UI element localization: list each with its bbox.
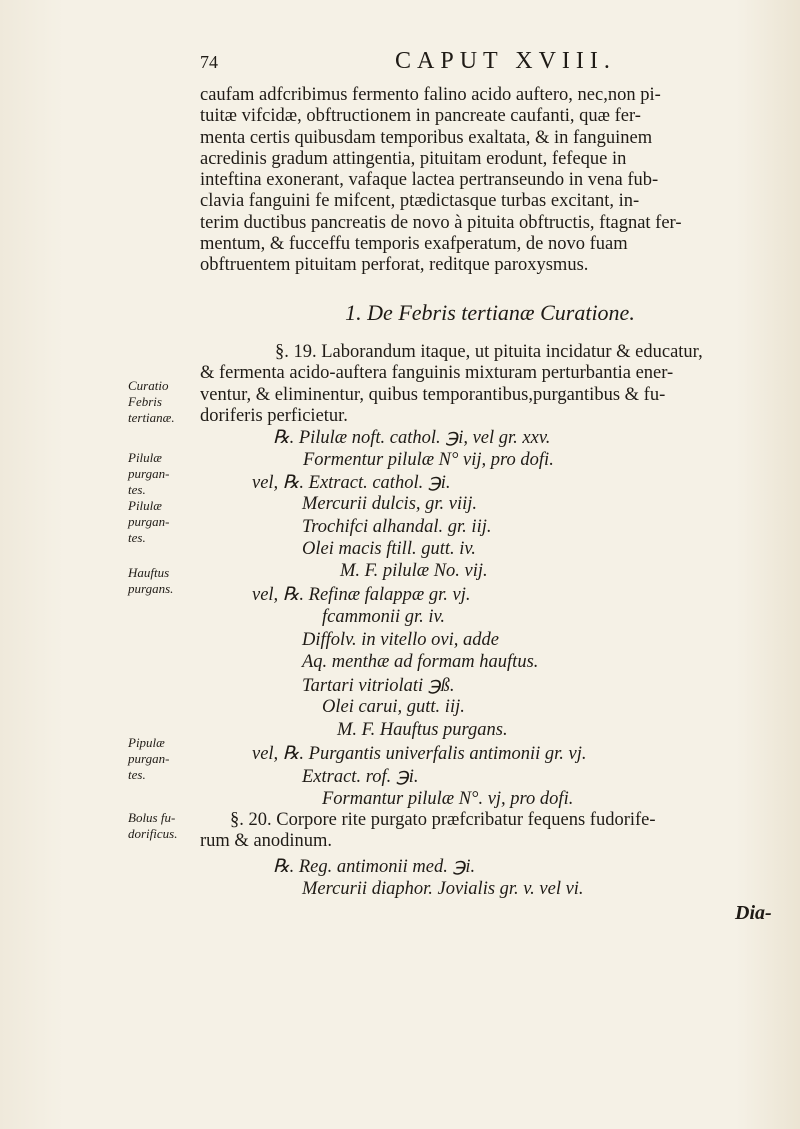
text-line: clavia fanguini fe mifcent, ptædictasque turbas excitant, in- bbox=[200, 191, 640, 212]
margin-note-pilulae-2 bbox=[128, 498, 198, 546]
recipe-line: Aq. menthæ ad formam hauftus. bbox=[302, 652, 539, 672]
recipe-line: ℞. Pilulæ noft. cathol. ℈i, vel gr. xxv. bbox=[273, 428, 551, 448]
recipe-line: M. F. Hauftus purgans. bbox=[337, 720, 508, 740]
recipe-line: Olei carui, gutt. iij. bbox=[322, 697, 465, 717]
text-line: & fermenta acido-auftera fanguinis mixturam perturbantia ener- bbox=[200, 363, 674, 384]
margin-note-line: Pilulæ bbox=[128, 498, 162, 513]
margin-note-curatio bbox=[128, 378, 198, 426]
margin-note-haustus bbox=[128, 565, 198, 597]
recipe-line: Trochifci alhandal. gr. iij. bbox=[302, 517, 492, 537]
margin-note-line: tes. bbox=[128, 482, 146, 497]
recipe-line: vel, ℞. Purgantis univerfalis antimonii gr. vj. bbox=[252, 744, 587, 764]
recipe-line: vel, ℞. Extract. cathol. ℈i. bbox=[252, 473, 451, 493]
page-number: 74 bbox=[200, 52, 218, 72]
margin-note-line: tes. bbox=[128, 530, 146, 545]
paragraph-19 bbox=[200, 342, 780, 427]
intro-paragraph bbox=[200, 85, 780, 277]
recipe-line: Formentur pilulæ N° vij, pro dofi. bbox=[303, 450, 554, 470]
margin-note-pilulae bbox=[128, 450, 198, 498]
recipe-line: M. F. pilulæ No. vij. bbox=[340, 561, 488, 581]
margin-note-line: tertianæ. bbox=[128, 410, 175, 425]
recipe-line: ℞. Reg. antimonii med. ℈i. bbox=[273, 857, 476, 877]
page-header bbox=[200, 48, 740, 82]
text-line: §. 20. Corpore rite purgato præfcribatur fequens fudorife- bbox=[230, 810, 656, 830]
text-line: ventur, & eliminentur, quibus temporantibus,purgantibus & fu- bbox=[200, 384, 666, 405]
text-line: doriferis perficietur. bbox=[200, 405, 348, 426]
recipe-line: Formantur pilulæ N°. vj, pro dofi. bbox=[322, 789, 574, 809]
section-title: 1. De Febris tertianæ Curatione. bbox=[345, 300, 635, 325]
margin-note-line: Hauftus bbox=[128, 565, 170, 580]
margin-note-line: purgan- bbox=[128, 751, 170, 766]
margin-note-line: Febris bbox=[128, 394, 162, 409]
text-line: caufam adfcribimus fermento falino acido auftero, nec,non pi- bbox=[200, 85, 661, 105]
text-line: §. 19. Laborandum itaque, ut pituita incidatur & educatur, bbox=[275, 342, 703, 362]
catchword: Dia- bbox=[735, 902, 772, 924]
text-line: mentum, & fucceffu temporis exafperatum, de novo fuam bbox=[200, 234, 628, 255]
recipe-line: vel, ℞. Refinæ falappæ gr. vj. bbox=[252, 585, 471, 605]
margin-note-bolus bbox=[128, 810, 198, 842]
recipe-line: Extract. rof. ℈i. bbox=[302, 767, 419, 787]
margin-note-line: purgans. bbox=[128, 581, 174, 596]
recipe-line: Olei macis ftill. gutt. iv. bbox=[302, 539, 476, 559]
margin-note-line: tes. bbox=[128, 767, 146, 782]
running-title: CAPUT XVIII. bbox=[395, 48, 616, 74]
margin-note-line: Pilulæ bbox=[128, 450, 162, 465]
margin-note-line: Bolus fu- bbox=[128, 810, 176, 825]
margin-note-line: purgan- bbox=[128, 466, 170, 481]
text-line: tuitæ vifcidæ, obftructionem in pancreate caufanti, quæ fer- bbox=[200, 106, 641, 127]
recipe-line: fcammonii gr. iv. bbox=[322, 607, 445, 627]
recipe-line: Tartari vitriolati ℈ß. bbox=[302, 676, 455, 696]
text-line: acredinis gradum attingentia, pituitam erodunt, fefeque in bbox=[200, 148, 627, 169]
recipe-line: Diffolv. in vitello ovi, adde bbox=[302, 630, 499, 650]
margin-note-line: Pipulæ bbox=[128, 735, 165, 750]
margin-note-line: purgan- bbox=[128, 514, 170, 529]
margin-note-line: Curatio bbox=[128, 378, 169, 393]
recipe-line: Mercurii dulcis, gr. viij. bbox=[302, 494, 478, 514]
text-line: terim ductibus pancreatis de novo à pituita obftructis, ftagnat fer- bbox=[200, 212, 682, 233]
text-line: rum & anodinum. bbox=[200, 831, 333, 852]
text-line: inteftina exonerant, vafaque lactea pertranseundo in vena fub- bbox=[200, 170, 659, 191]
recipe-line: Mercurii diaphor. Jovialis gr. v. vel vi. bbox=[302, 879, 584, 899]
text-line: obftruentem pituitam perforat, reditque paroxysmus. bbox=[200, 255, 589, 276]
paragraph-20 bbox=[200, 810, 800, 853]
margin-note-pipulae bbox=[128, 735, 198, 783]
margin-note-line: dorificus. bbox=[128, 826, 178, 841]
text-line: menta certis quibusdam temporibus exaltata, & in fanguinem bbox=[200, 127, 653, 148]
